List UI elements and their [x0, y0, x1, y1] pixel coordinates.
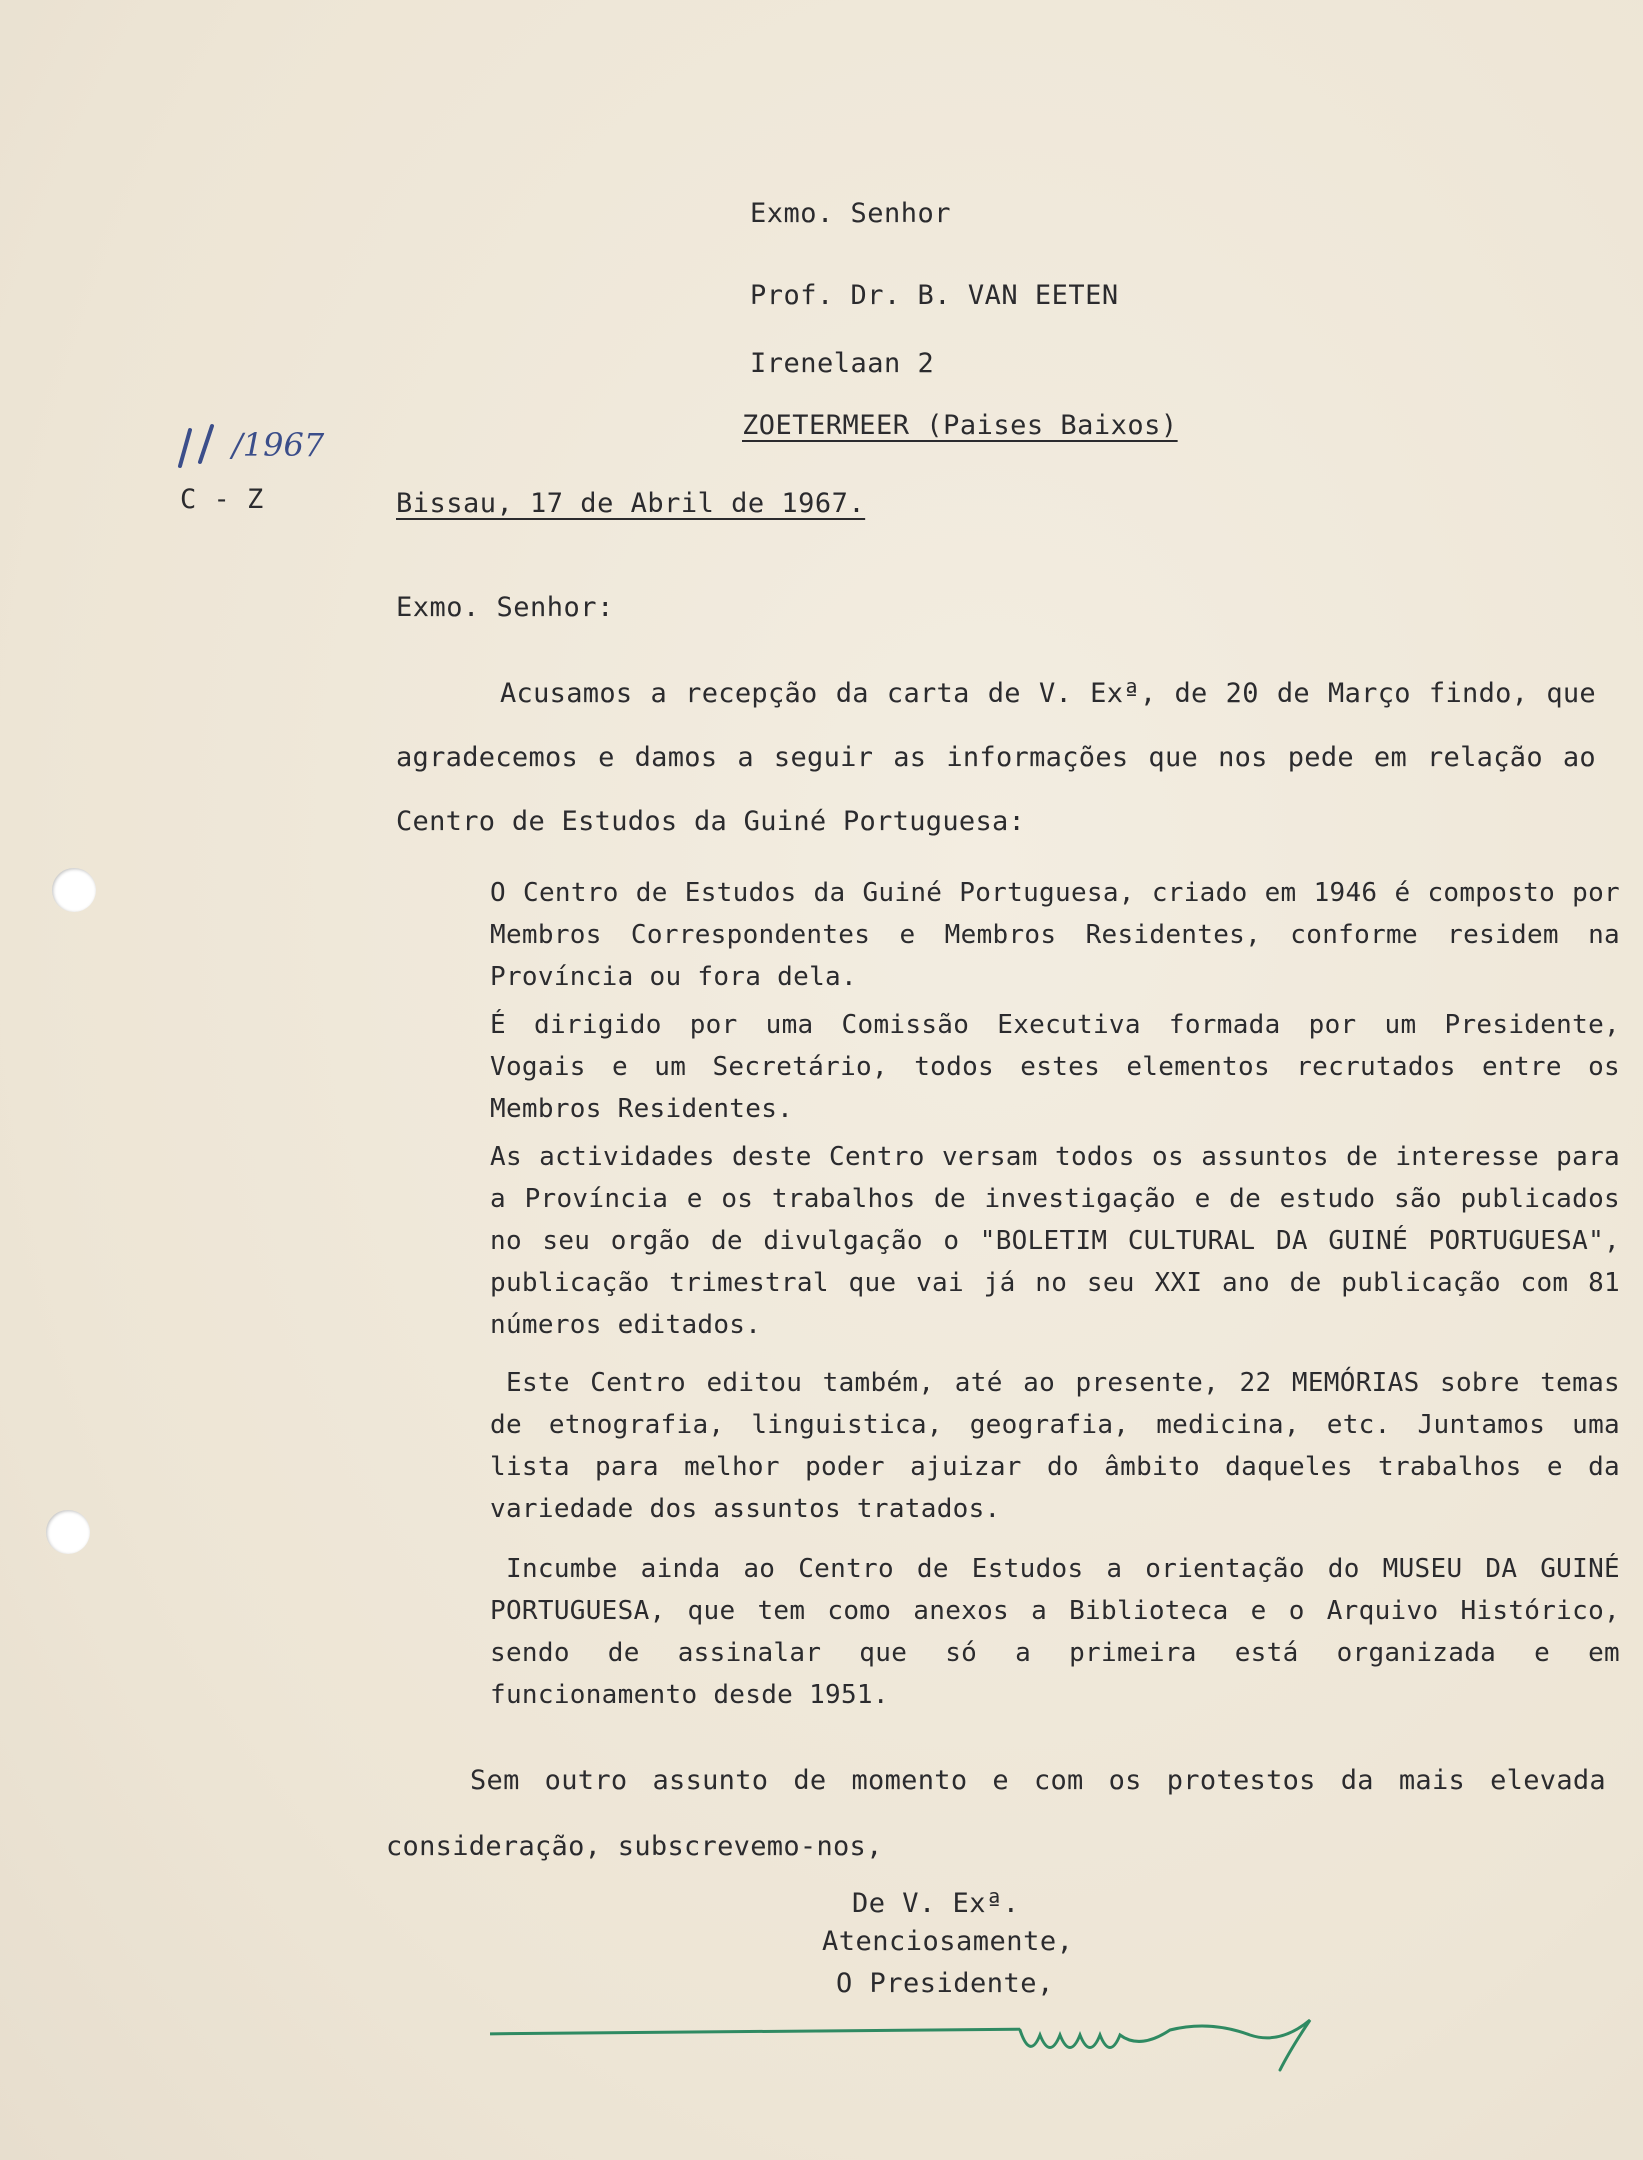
reference-number: /1967 [232, 426, 325, 464]
place-date: Bissau, 17 de Abril de 1967. [396, 488, 866, 519]
punch-hole-top [52, 868, 96, 912]
signature-icon [1010, 1990, 1330, 2080]
greeting: Exmo. Senhor: [396, 592, 614, 623]
body-paragraph-3: As actividades deste Centro versam todos os assuntos de interesse para a Província e os trabalhos de investigação e de estudo são publicados no seu orgão de divulgação o "BOLETIM CULTURAL DA GUINÉ PORTUGUESA", publicação trimestral que vai já no seu XXI ano de publicação com 81 números editados. [490, 1142, 1620, 1340]
signature-line-1: De V. Exª. [852, 1888, 1020, 1919]
recipient-name: Prof. Dr. B. VAN EETEN [750, 280, 1119, 311]
body-paragraph-1: O Centro de Estudos da Guiné Portuguesa, criado em 1946 é composto por Membros Correspondentes e Membros Residentes, conforme residem na Província ou fora dela. [490, 878, 1620, 992]
recipient-city: ZOETERMEER (Paises Baixos) [742, 410, 1178, 441]
closing-paragraph: Sem outro assunto de momento e com os protestos da mais elevada consideração, subscrevemo-nos, [386, 1765, 1606, 1862]
handwritten-mark-icon [160, 418, 230, 478]
intro-paragraph: Acusamos a recepção da carta de V. Exª, de 20 de Março findo, que agradecemos e damos a seguir as informações que nos pede em relação ao Centro de Estudos da Guiné Portuguesa: [396, 678, 1596, 837]
signature-line-2: Atenciosamente, [822, 1926, 1074, 1957]
body-paragraph-2: É dirigido por uma Comissão Executiva formada por um Presidente, Vogais e um Secretário, todos estes elementos recrutados entre os Membros Residentes. [490, 1010, 1620, 1124]
recipient-street: Irenelaan 2 [750, 348, 935, 379]
punch-hole-bottom [46, 1510, 90, 1554]
recipient-salutation-heading: Exmo. Senhor [750, 198, 952, 229]
signature-line-3: O Presidente, [836, 1968, 1054, 1999]
body-paragraph-4: Este Centro editou também, até ao presente, 22 MEMÓRIAS sobre temas de etnografia, linguistica, geografia, medicina, etc. Juntamos uma lista para melhor poder ajuizar do âmbito daqueles trabalhos e da variedade dos assuntos tratados. [490, 1368, 1620, 1524]
body-paragraph-5: Incumbe ainda ao Centro de Estudos a orientação do MUSEU DA GUINÉ PORTUGUESA, que tem como anexos a Biblioteca e o Arquivo Histórico, sendo de assinalar que só a primeira está organizada e em funcionamento desde 1951. [490, 1554, 1620, 1710]
reference-code: C - Z [180, 484, 264, 515]
signature-stroke [490, 2028, 1020, 2036]
